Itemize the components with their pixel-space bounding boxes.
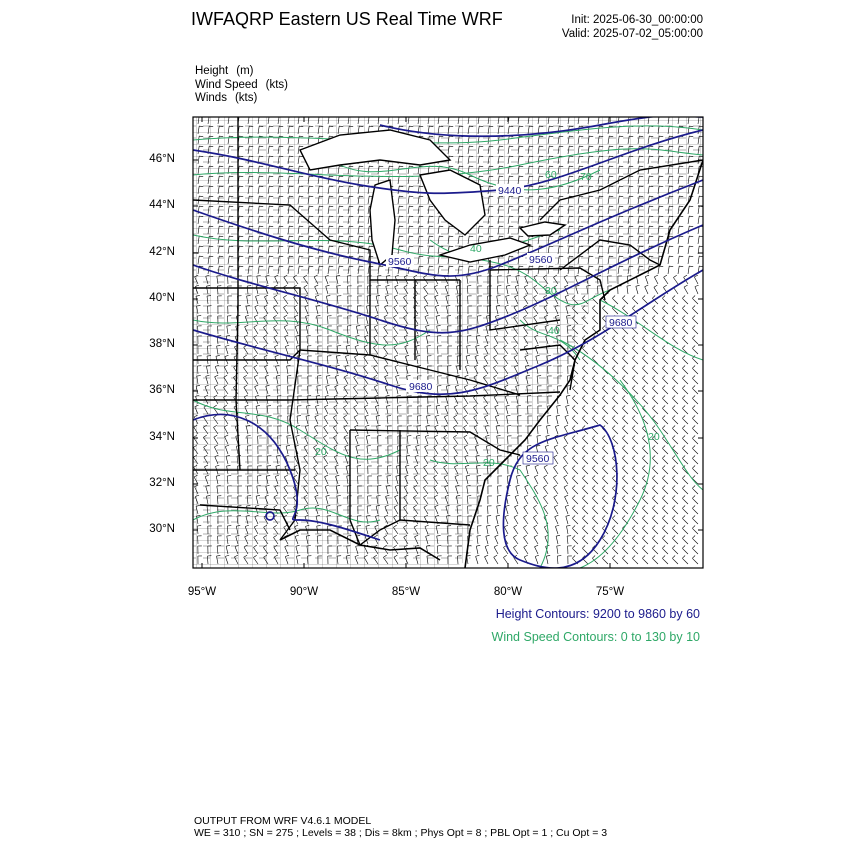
height-label: 9680 <box>609 317 633 329</box>
height-label: 9560 <box>388 256 412 268</box>
wind-contour-note: Wind Speed Contours: 0 to 130 by 10 <box>491 630 700 644</box>
lat-label: 32°N <box>149 477 175 489</box>
height-contour <box>503 425 616 568</box>
init-time: Init: 2025-06-30_00:00:00 <box>571 14 703 26</box>
height-label-box <box>606 316 636 329</box>
lat-label: 46°N <box>149 153 175 165</box>
height-label: 9680 <box>409 381 433 393</box>
lat-label: 36°N <box>149 384 175 396</box>
height-contour-note: Height Contours: 9200 to 9860 by 60 <box>495 607 700 621</box>
field-wind-speed: Wind Speed (kts) <box>195 78 289 91</box>
wind-label: 20 <box>315 446 327 458</box>
wind-label: 20 <box>483 457 495 469</box>
height-label-box <box>406 380 436 393</box>
height-label-box <box>496 184 524 197</box>
wind-label: 70 <box>580 171 592 183</box>
wind-contour <box>580 380 650 568</box>
wind-label: 20 <box>648 431 660 443</box>
height-label: 9560 <box>526 453 550 465</box>
height-label: 9440 <box>498 185 522 197</box>
wind-label: 60 <box>545 169 557 181</box>
lon-label: 75°W <box>595 586 625 598</box>
wind-contour <box>600 300 703 360</box>
lon-label: 95°W <box>187 586 217 598</box>
lon-label: 90°W <box>289 586 319 598</box>
footer-model: OUTPUT FROM WRF V4.6.1 MODEL <box>194 815 372 827</box>
footer-config: WE = 310 ; SN = 275 ; Levels = 38 ; Dis = 8km ; Phys Opt = 8 ; PBL Opt = 1 ; Cu Opt = 3 <box>194 827 608 839</box>
lat-label: 44°N <box>149 199 175 211</box>
field-winds: Winds (kts) <box>195 92 258 104</box>
height-label-box <box>527 253 555 266</box>
wind-label: 40 <box>548 325 560 337</box>
valid-time: Valid: 2025-07-02_05:00:00 <box>561 28 703 40</box>
height-label-box <box>523 452 553 465</box>
height-label-box <box>386 255 414 268</box>
lat-label: 34°N <box>149 431 175 443</box>
height-label: 9560 <box>529 254 553 266</box>
lon-label: 80°W <box>493 586 523 598</box>
lon-label: 85°W <box>391 586 421 598</box>
lat-label: 40°N <box>149 292 175 304</box>
lat-label: 38°N <box>149 338 175 350</box>
wind-label: 40 <box>470 243 482 255</box>
wind-label: 30 <box>545 285 557 297</box>
map-title: IWFAQRP Eastern US Real Time WRF <box>191 9 503 29</box>
lat-label: 42°N <box>149 246 175 258</box>
model-footer <box>194 815 607 839</box>
field-height: Height (m) <box>195 65 254 77</box>
lat-label: 30°N <box>149 523 175 535</box>
wind-contour <box>560 340 703 490</box>
